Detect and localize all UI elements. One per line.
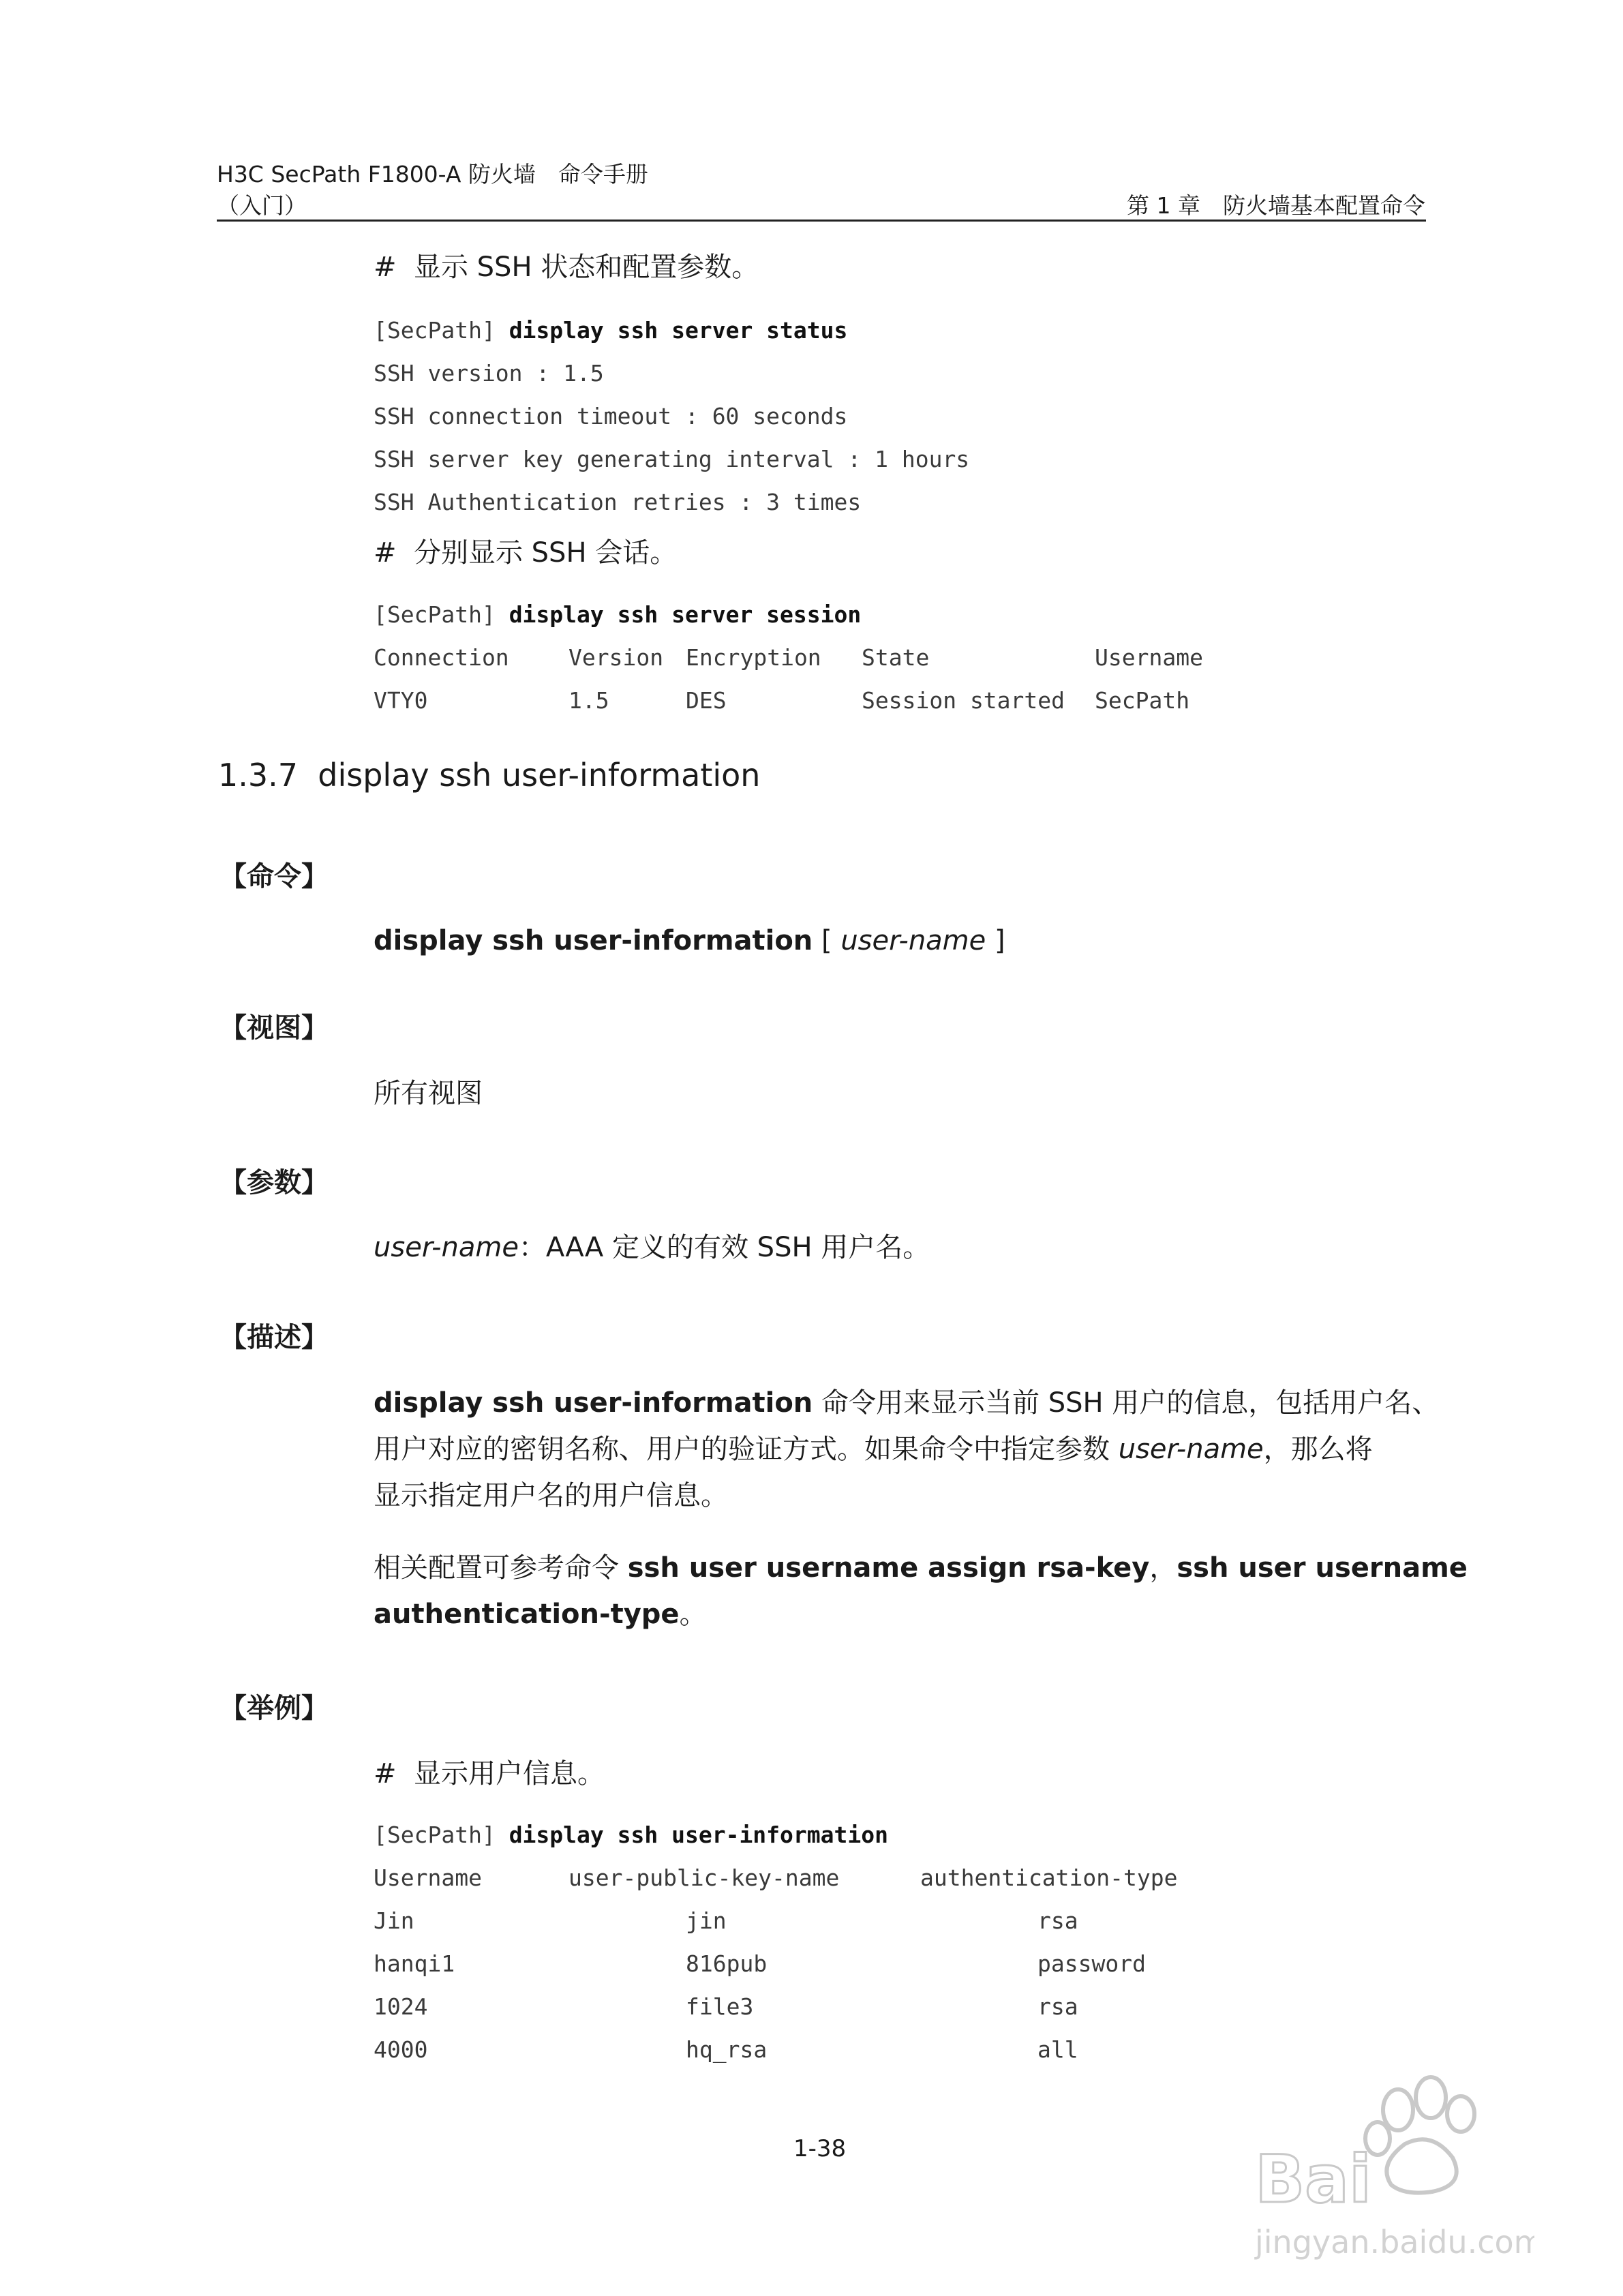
session-command-line (374, 601, 861, 628)
param-line (374, 1234, 930, 1261)
section-title: 1.3.7 display ssh user-information (218, 757, 761, 794)
command: display ssh server status (509, 317, 848, 344)
command: display ssh server session (509, 601, 862, 628)
status-line: SSH connection timeout : 60 seconds (374, 403, 848, 429)
bracket-open: [ (813, 925, 841, 956)
session-header-connection: Connection (374, 644, 509, 671)
example-header-key: user-public-key-name (568, 1864, 840, 1891)
desc-line-1 (374, 1389, 1439, 1417)
example-cell: Jin (374, 1907, 414, 1934)
desc-text: 用户对应的密钥名称、用户的验证方式。如果命令中指定参数 (374, 1434, 1119, 1465)
prompt: [SecPath] (374, 1822, 496, 1848)
example-cell: file3 (686, 1993, 754, 2020)
status-line: SSH server key generating interval : 1 hours (374, 446, 970, 472)
prompt: [SecPath] (374, 601, 496, 628)
status-line: SSH version : 1.5 (374, 360, 604, 387)
command-tag: 【命令】 (219, 861, 329, 892)
related-command: ssh user username assign rsa-key (627, 1552, 1150, 1584)
example-cell: 816pub (686, 1950, 768, 1977)
session-header-state: State (862, 644, 930, 671)
example-tag: 【举例】 (219, 1693, 329, 1724)
session-caption: # 分别显示 SSH 会话。 (374, 537, 678, 569)
related-line-1 (374, 1554, 1468, 1582)
session-cell: Session started (862, 687, 1065, 714)
example-cell: hq_rsa (686, 2036, 768, 2063)
example-cell: hanqi1 (374, 1950, 455, 1977)
example-cell: rsa (1037, 1993, 1078, 2020)
example-command-line (374, 1822, 888, 1848)
view-text: 所有视图 (374, 1078, 483, 1109)
param-tag: 【参数】 (219, 1167, 329, 1198)
param-desc: ：AAA 定义的有效 SSH 用户名。 (518, 1232, 930, 1263)
session-header-encryption: Encryption (686, 644, 821, 671)
example-header-username: Username (374, 1864, 482, 1891)
desc-text: 命令用来显示当前 SSH 用户的信息，包括用户名、 (813, 1387, 1440, 1419)
command-name: display ssh user-information (374, 925, 813, 956)
bracket-close: ] (986, 925, 1005, 956)
related-end: 。 (679, 1599, 707, 1630)
related-sep: ， (1149, 1552, 1177, 1584)
example-cell: 4000 (374, 2036, 428, 2063)
session-cell: 1.5 (568, 687, 609, 714)
desc-line-2 (374, 1436, 1373, 1463)
page-number: 1-38 (793, 2135, 847, 2162)
example-cell: jin (686, 1907, 727, 1934)
view-tag: 【视图】 (219, 1012, 329, 1044)
related-line-2 (374, 1601, 707, 1628)
example-caption: # 显示用户信息。 (374, 1758, 605, 1789)
baidu-jingyan-watermark (1248, 2069, 1534, 2274)
session-cell: SecPath (1095, 687, 1190, 714)
example-cell: 1024 (374, 1993, 428, 2020)
desc-param: user-name (1118, 1434, 1264, 1465)
session-header-username: Username (1095, 644, 1203, 671)
example-cell: password (1037, 1950, 1146, 1977)
header-subtitle: （入门） (217, 192, 307, 219)
status-command-line (374, 317, 847, 344)
desc-command: display ssh user-information (374, 1387, 813, 1419)
related-command: authentication-type (374, 1599, 680, 1630)
svg-text:jingyan.baidu.com: jingyan.baidu.com (1255, 2224, 1534, 2261)
example-cell: all (1037, 2036, 1078, 2063)
example-cell: rsa (1037, 1907, 1078, 1934)
command-syntax (374, 927, 1005, 954)
session-header-version: Version (568, 644, 664, 671)
desc-tag: 【描述】 (219, 1322, 329, 1353)
command-param: user-name (840, 925, 986, 956)
related-command: ssh user username (1177, 1552, 1468, 1584)
prompt: [SecPath] (374, 317, 496, 344)
status-line: SSH Authentication retries : 3 times (374, 489, 862, 515)
session-cell: DES (686, 687, 727, 714)
status-caption: # 显示 SSH 状态和配置参数。 (374, 252, 759, 283)
param-name: user-name (374, 1232, 519, 1263)
related-text: 相关配置可参考命令 (374, 1552, 628, 1584)
header-chapter: 第 1 章 防火墙基本配置命令 (1127, 192, 1425, 219)
header-title: H3C SecPath F1800-A 防火墙 命令手册 (217, 161, 648, 187)
paw-logo-icon (1248, 2069, 1534, 2274)
example-header-auth: authentication-type (920, 1864, 1178, 1891)
header-rule (217, 220, 1426, 222)
command: display ssh user-information (509, 1822, 888, 1848)
desc-text: ，那么将 (1263, 1434, 1373, 1465)
desc-line-3: 显示指定用户名的用户信息。 (374, 1480, 728, 1511)
svg-text:Bai: Bai (1255, 2141, 1371, 2218)
session-cell: VTY0 (374, 687, 428, 714)
